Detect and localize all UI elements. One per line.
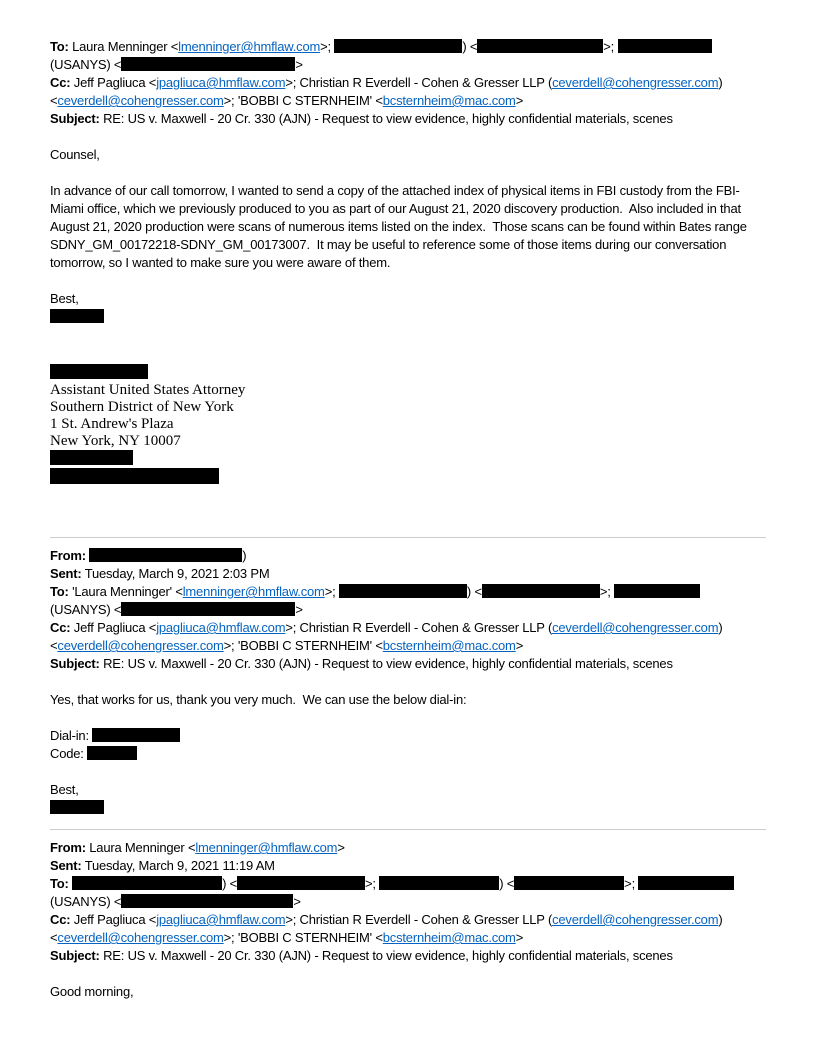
- signature-address-2: [50, 433, 766, 450]
- cc-line: [50, 619, 766, 637]
- email-message-2: [50, 537, 766, 829]
- header-field-label: From:: [50, 548, 86, 563]
- text-run: >: [293, 894, 301, 909]
- redaction-box: [50, 364, 148, 379]
- text-run: ) <: [466, 584, 482, 599]
- header-field-label: Subject:: [50, 656, 100, 671]
- header-field-label: From:: [50, 840, 86, 855]
- text-run: ): [718, 912, 723, 927]
- email-link[interactable]: bcsternheim@mac.com: [382, 93, 516, 108]
- redaction-box: [614, 584, 700, 598]
- email-link[interactable]: bcsternheim@mac.com: [382, 930, 516, 945]
- redaction-box: [121, 894, 293, 908]
- closing: [50, 290, 766, 308]
- redaction-box: [50, 800, 104, 814]
- redaction-box: [89, 548, 242, 562]
- text-run: (USANYS) <: [50, 894, 122, 909]
- signature-redacted-email: [50, 468, 766, 487]
- text-run: Laura Menninger <: [68, 39, 179, 54]
- text-run: ): [718, 75, 723, 90]
- text-run: 'Laura Menninger' <: [68, 584, 183, 599]
- text-run: <: [50, 638, 58, 653]
- redaction-box: [92, 728, 180, 742]
- text-run: (USANYS) <: [50, 57, 122, 72]
- text-run: >;: [365, 876, 380, 891]
- cc-line-continued: [50, 929, 766, 947]
- blank-line: [50, 272, 766, 290]
- email-thread: [50, 38, 766, 1001]
- text-run: >; Christian R Everdell - Cohen & Gresser LLP (: [285, 912, 553, 927]
- text-run: ) <: [222, 876, 238, 891]
- blank-line: [50, 128, 766, 146]
- cc-line: [50, 74, 766, 92]
- reply-divider: [50, 537, 766, 538]
- subject-line: [50, 110, 766, 128]
- to-line: [50, 38, 766, 56]
- redaction-box: [50, 309, 104, 323]
- redaction-box: [121, 57, 295, 71]
- text-run: >: [515, 638, 524, 653]
- text-run: >: [515, 930, 524, 945]
- email-link[interactable]: ceverdell@cohengresser.com: [57, 930, 224, 945]
- redaction-box: [50, 450, 133, 465]
- cc-line-continued: [50, 637, 766, 655]
- header-field-label: Cc:: [50, 912, 71, 927]
- email-link[interactable]: lmenninger@hmflaw.com: [182, 584, 325, 599]
- blank-line: [50, 709, 766, 727]
- email-link[interactable]: jpagliuca@hmflaw.com: [156, 75, 286, 90]
- text-run: >;: [320, 39, 335, 54]
- header-field-label: Cc:: [50, 75, 71, 90]
- to-line-continued: [50, 601, 766, 619]
- to-line-continued: [50, 56, 766, 74]
- text-run: >; 'BOBBI C STERNHEIM' <: [223, 930, 383, 945]
- text-run: >: [515, 93, 524, 108]
- text-run: (USANYS) <: [50, 602, 122, 617]
- signature-title: [50, 382, 766, 399]
- spacer: [50, 487, 766, 537]
- signature-district: [50, 399, 766, 416]
- text-run: Tuesday, March 9, 2021 2:03 PM: [81, 566, 270, 581]
- redaction-box: [50, 468, 219, 484]
- redaction-box: [334, 39, 462, 53]
- text-run: >: [295, 57, 303, 72]
- text-run: Jeff Pagliuca <: [70, 620, 157, 635]
- email-link[interactable]: ceverdell@cohengresser.com: [552, 620, 719, 635]
- cc-line-continued: [50, 92, 766, 110]
- text-run: Jeff Pagliuca <: [70, 75, 157, 90]
- sent-line: [50, 857, 766, 875]
- from-line: [50, 547, 766, 565]
- email-link[interactable]: jpagliuca@hmflaw.com: [156, 620, 286, 635]
- redaction-box: [121, 602, 295, 616]
- text-run: >; 'BOBBI C STERNHEIM' <: [223, 93, 383, 108]
- to-line: [50, 875, 766, 893]
- text-run: <: [50, 930, 58, 945]
- redaction-box: [482, 584, 600, 598]
- email-message-1: [50, 38, 766, 537]
- text-run: Laura Menninger <: [85, 840, 196, 855]
- header-field-label: Subject:: [50, 111, 100, 126]
- text-run: Jeff Pagliuca <: [70, 912, 157, 927]
- header-field-label: Sent:: [50, 858, 82, 873]
- text-run: Best,: [50, 782, 79, 797]
- subject-line: [50, 655, 766, 673]
- text-run: ): [242, 548, 247, 563]
- text-run: >: [295, 602, 303, 617]
- signature-address-1: [50, 416, 766, 433]
- blank-line: [50, 763, 766, 781]
- spacer: [50, 326, 766, 364]
- text-run: >; Christian R Everdell - Cohen & Gresser LLP (: [285, 75, 553, 90]
- redaction-box: [477, 39, 603, 53]
- text-run: Code:: [50, 746, 88, 761]
- text-run: RE: US v. Maxwell - 20 Cr. 330 (AJN) - Request to view evidence, highly confidential materials, scenes: [99, 948, 673, 963]
- sent-line: [50, 565, 766, 583]
- text-run: Yes, that works for us, thank you very much. We can use the below dial-in:: [50, 692, 467, 707]
- blank-line: [50, 965, 766, 983]
- text-run: Tuesday, March 9, 2021 11:19 AM: [81, 858, 275, 873]
- redaction-box: [379, 876, 499, 890]
- text-run: Assistant United States Attorney: [50, 382, 246, 398]
- text-run: >;: [324, 584, 339, 599]
- text-run: Southern District of New York: [50, 399, 234, 415]
- subject-line: [50, 947, 766, 965]
- text-run: <: [50, 93, 58, 108]
- to-line-continued: [50, 893, 766, 911]
- text-run: >: [337, 840, 345, 855]
- header-field-label: Subject:: [50, 948, 100, 963]
- email-link[interactable]: ceverdell@cohengresser.com: [552, 75, 719, 90]
- blank-line: [50, 673, 766, 691]
- text-run: ) <: [499, 876, 515, 891]
- redaction-box: [72, 876, 222, 890]
- email-link[interactable]: ceverdell@cohengresser.com: [57, 93, 224, 108]
- text-run: >; 'BOBBI C STERNHEIM' <: [223, 638, 383, 653]
- email-link[interactable]: jpagliuca@hmflaw.com: [156, 912, 286, 927]
- redaction-box: [638, 876, 734, 890]
- dial-in-line: [50, 727, 766, 745]
- text-run: Dial-in:: [50, 728, 93, 743]
- code-line: [50, 745, 766, 763]
- text-run: >;: [599, 584, 615, 599]
- salutation: [50, 983, 766, 1001]
- text-run: >;: [624, 876, 639, 891]
- redaction-box: [339, 584, 467, 598]
- text-run: Best,: [50, 291, 79, 306]
- spacer: [50, 817, 766, 829]
- to-line: [50, 583, 766, 601]
- body-text: [50, 691, 766, 709]
- redaction-box: [237, 876, 365, 890]
- text-run: >; Christian R Everdell - Cohen & Gresser LLP (: [285, 620, 553, 635]
- text-run: ): [718, 620, 723, 635]
- email-link[interactable]: ceverdell@cohengresser.com: [57, 638, 224, 653]
- reply-divider: [50, 829, 766, 830]
- cc-line: [50, 911, 766, 929]
- signature-redacted-name: [50, 364, 766, 382]
- header-field-label: To:: [50, 876, 69, 891]
- text-run: RE: US v. Maxwell - 20 Cr. 330 (AJN) - Request to view evidence, highly confidential materials, scenes: [99, 111, 673, 126]
- text-run: Counsel,: [50, 147, 100, 162]
- text-run: >;: [603, 39, 618, 54]
- redaction-box: [618, 39, 712, 53]
- redaction-box: [514, 876, 624, 890]
- text-run: RE: US v. Maxwell - 20 Cr. 330 (AJN) - Request to view evidence, highly confidential materials, scenes: [99, 656, 673, 671]
- email-link[interactable]: lmenninger@hmflaw.com: [178, 39, 321, 54]
- salutation: [50, 146, 766, 164]
- redacted-name-line: [50, 308, 766, 326]
- redaction-box: [87, 746, 137, 760]
- header-field-label: Sent:: [50, 566, 82, 581]
- email-link[interactable]: ceverdell@cohengresser.com: [552, 912, 719, 927]
- closing: [50, 781, 766, 799]
- header-field-label: To:: [50, 584, 69, 599]
- email-message-3: [50, 829, 766, 1001]
- blank-line: [50, 164, 766, 182]
- body-paragraph: In advance of our call tomorrow, I wanted to send a copy of the attached index of physical items in FBI custody from the FBI-Miami office, which we previously produced to you as part of our August 21, 2020 discovery production. Also included in that August 21, 2020 production were scans of numerous items listed on the index. Those scans can be found within Bates range SDNY_GM_00172218-SDNY_GM_00173007. It may be useful to reference some of those items during our conversation tomorrow, so I wanted to make sure you were aware of them.: [50, 183, 751, 270]
- email-link[interactable]: bcsternheim@mac.com: [382, 638, 516, 653]
- header-field-label: Cc:: [50, 620, 71, 635]
- text-run: 1 St. Andrew's Plaza: [50, 416, 174, 432]
- text-run: ) <: [462, 39, 478, 54]
- text-run: New York, NY 10007: [50, 433, 181, 449]
- signature-redacted-phone: [50, 450, 766, 468]
- text-run: Good morning,: [50, 984, 134, 999]
- email-link[interactable]: lmenninger@hmflaw.com: [195, 840, 338, 855]
- from-line: [50, 839, 766, 857]
- redacted-name-line: [50, 799, 766, 817]
- header-field-label: To:: [50, 39, 69, 54]
